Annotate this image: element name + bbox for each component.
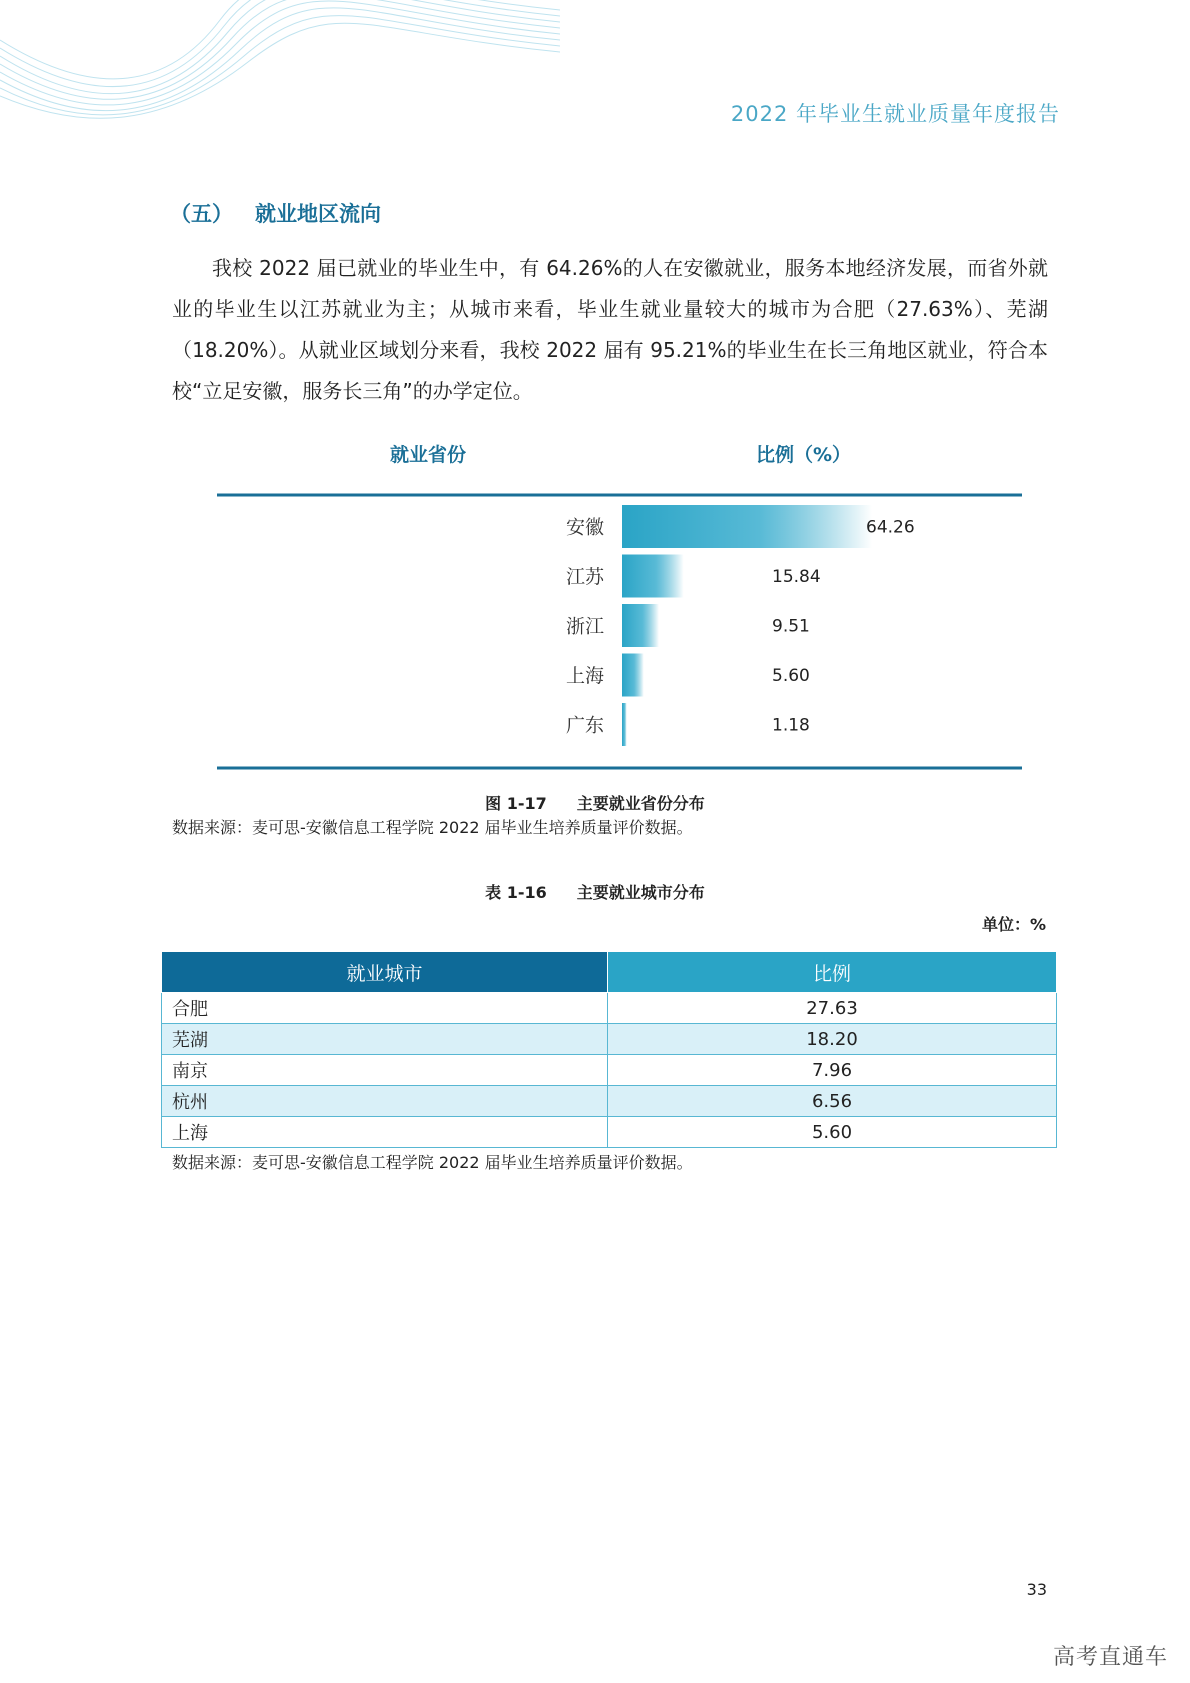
province-bar-chart (0, 0, 1190, 800)
bar-category-label: 浙江 (565, 615, 604, 638)
bar-value-label: 9.51 (772, 616, 810, 637)
bar-value-label: 1.18 (772, 715, 810, 736)
table-cell-value: 6.56 (608, 1086, 1057, 1117)
running-header-title: 2022 年毕业生就业质量年度报告 (730, 102, 1060, 126)
bar-category-label: 江苏 (565, 566, 604, 588)
table-row (162, 1086, 1057, 1117)
table-cell-city: 南京 (162, 1055, 608, 1086)
city-table (161, 951, 1057, 1148)
table-row (162, 1024, 1057, 1055)
table-cell-value: 5.60 (608, 1117, 1057, 1148)
table-cell-city: 合肥 (162, 993, 608, 1024)
table-cell-city: 杭州 (162, 1086, 608, 1117)
figure-caption-text: 主要就业省份分布 (576, 794, 705, 813)
chart-header-ratio: 比例（%） (756, 444, 852, 466)
figure-caption (0, 791, 1190, 814)
bar-广东 (622, 703, 627, 746)
table-header-city: 就业城市 (162, 952, 608, 993)
bar-category-label: 安徽 (565, 516, 604, 539)
table-cell-city: 芜湖 (162, 1024, 608, 1055)
bar-value-label: 5.60 (772, 666, 810, 686)
table-row (162, 1117, 1057, 1148)
figure-source: 数据来源：麦可思-安徽信息工程学院 2022 届毕业生培养质量评价数据。 (172, 818, 693, 837)
table-row (162, 1055, 1057, 1086)
table-caption-text: 主要就业城市分布 (576, 883, 705, 902)
section-number: （五） (170, 202, 233, 226)
table-source: 数据来源：麦可思-安徽信息工程学院 2022 届毕业生培养质量评价数据。 (172, 1153, 693, 1172)
bar-江苏 (622, 555, 684, 598)
bar-value-label: 15.84 (772, 567, 821, 587)
table-header-ratio: 比例 (608, 952, 1057, 993)
table-cell-city: 上海 (162, 1117, 608, 1148)
bar-value-label: 64.26 (866, 517, 915, 538)
table-unit: 单位：% (981, 915, 1046, 934)
bar-category-label: 上海 (565, 665, 604, 687)
bar-安徽 (622, 505, 872, 548)
section-title: 就业地区流向 (255, 202, 381, 226)
table-caption (0, 880, 1190, 903)
bar-浙江 (622, 604, 659, 647)
bar-上海 (622, 654, 644, 697)
table-cell-value: 7.96 (608, 1055, 1057, 1086)
chart-header-province: 就业省份 (390, 444, 467, 466)
body-paragraph: 我校 2022 届已就业的毕业生中，有 64.26%的人在安徽就业，服务本地经济发展，而省外就业的毕业生以江苏就业为主；从城市来看，毕业生就业量较大的城市为合肥（27.63%）、芜湖（18.20%）。从就业区域划分来看，我校 2022 届有 95.21%的毕业生在长三角地区就业，符合本校“立足安徽，服务长三角”的办学定位。 (172, 256, 1048, 403)
figure-caption-number: 图 1-17 (485, 794, 547, 813)
table-caption-number: 表 1-16 (485, 883, 547, 902)
bar-category-label: 广东 (565, 714, 604, 737)
page-number: 33 (1026, 1580, 1047, 1599)
table-row (162, 993, 1057, 1024)
table-cell-value: 27.63 (608, 993, 1057, 1024)
table-cell-value: 18.20 (608, 1024, 1057, 1055)
watermark-text: 高考直通车 (1052, 1645, 1168, 1670)
